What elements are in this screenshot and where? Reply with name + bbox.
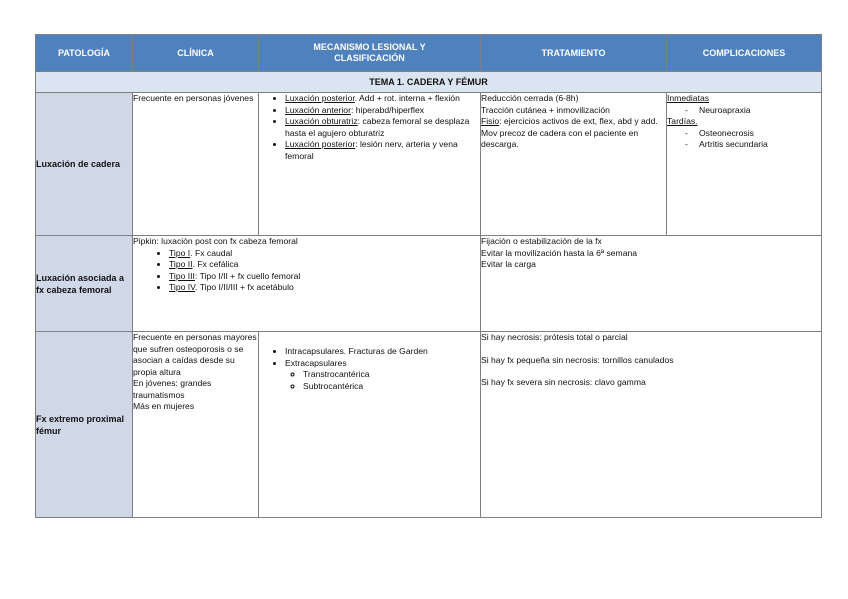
inmediatas-label: Inmediatas bbox=[667, 93, 710, 103]
list-item: - Artritis secundaria bbox=[685, 139, 821, 151]
header-mecanismo: MECANISMO LESIONAL Y CLASIFICACIÓN bbox=[259, 35, 481, 72]
header-clinica: CLÍNICA bbox=[133, 35, 259, 72]
clinica-cell: Pipkin: luxación post con fx cabeza femoral • Tipo I. Fx caudal • Tipo II. Fx cefálica • Tipo III: Tipo I/II + fx cuello femoral • Tipo IV. Tipo I/II/III + fx acetábulo bbox=[133, 236, 481, 332]
complicaciones-cell bbox=[667, 93, 822, 236]
tardias-label: Tardías. bbox=[667, 116, 698, 126]
pipkin-list bbox=[133, 248, 480, 294]
list-item: • Luxación posterior: lesión nerv, arteria y vena femoral bbox=[285, 139, 480, 162]
list-item: • Luxación posterior. Add + rot. interna + flexión bbox=[285, 93, 480, 105]
header-patologia: PATOLOGÍA bbox=[36, 35, 133, 72]
list-item: ◦ Subtrocantérica bbox=[303, 381, 480, 393]
list-item: • Tipo I. Fx caudal bbox=[169, 248, 480, 260]
header-complicaciones: COMPLICACIONES bbox=[667, 35, 822, 72]
list-item: - Neuroapraxia bbox=[685, 105, 821, 117]
list-item: • Extracapsulares ◦ Transtrocantérica ◦ Subtrocantérica bbox=[285, 358, 480, 393]
list-item: • Tipo IV. Tipo I/II/III + fx acetábulo bbox=[169, 282, 480, 294]
list-item: • Tipo II. Fx cefálica bbox=[169, 259, 480, 271]
list-item: • Luxación anterior: hiperabd/hiperflex bbox=[285, 105, 480, 117]
list-item: • Intracapsulares. Fracturas de Garden bbox=[285, 346, 480, 358]
mecanismo-cell bbox=[259, 93, 481, 236]
row-title: Luxación de cadera bbox=[36, 93, 133, 236]
table-row bbox=[36, 236, 822, 332]
mecanismo-list bbox=[259, 346, 480, 392]
clinica-cell: Frecuente en personas mayores que sufren osteoporosis o se asocian a caídas desde su propia altura En jóvenes: grandes traumatismos Más en mujeres bbox=[133, 332, 259, 518]
row-title: Luxación asociada a fx cabeza femoral bbox=[36, 236, 133, 332]
header-row bbox=[36, 35, 822, 72]
header-tratamiento: TRATAMIENTO bbox=[481, 35, 667, 72]
section-row bbox=[36, 72, 822, 93]
mecanismo-list bbox=[259, 93, 480, 162]
clinica-cell: Frecuente en personas jóvenes bbox=[133, 93, 259, 236]
tratamiento-cell: Fijación o estabilización de la fx Evitar la movilización hasta la 6ª semana Evitar la carga bbox=[481, 236, 822, 332]
list-item: - Osteonecrosis bbox=[685, 128, 821, 140]
section-title: TEMA 1. CADERA Y FÉMUR bbox=[36, 72, 822, 93]
table-row bbox=[36, 332, 822, 518]
summary-table bbox=[35, 34, 822, 518]
mecanismo-cell bbox=[259, 332, 481, 518]
tratamiento-cell: Si hay necrosis: prótesis total o parcial Si hay fx pequeña sin necrosis: tornillos canulados Si hay fx severa sin necrosis: clavo gamma bbox=[481, 332, 822, 518]
row-title: Fx extremo proximal fémur bbox=[36, 332, 133, 518]
table-row bbox=[36, 93, 822, 236]
list-item: ◦ Transtrocantérica bbox=[303, 369, 480, 381]
list-item: • Tipo III: Tipo I/II + fx cuello femoral bbox=[169, 271, 480, 283]
tratamiento-cell: Reducción cerrada (6-8h) Tracción cutánea + inmovilización Fisio: ejercicios activos de ext, flex, abd y add. Mov precoz de cadera con el paciente en descarga. bbox=[481, 93, 667, 236]
list-item: • Luxación obturatriz: cabeza femoral se desplaza hasta el agujero obturatriz bbox=[285, 116, 480, 139]
